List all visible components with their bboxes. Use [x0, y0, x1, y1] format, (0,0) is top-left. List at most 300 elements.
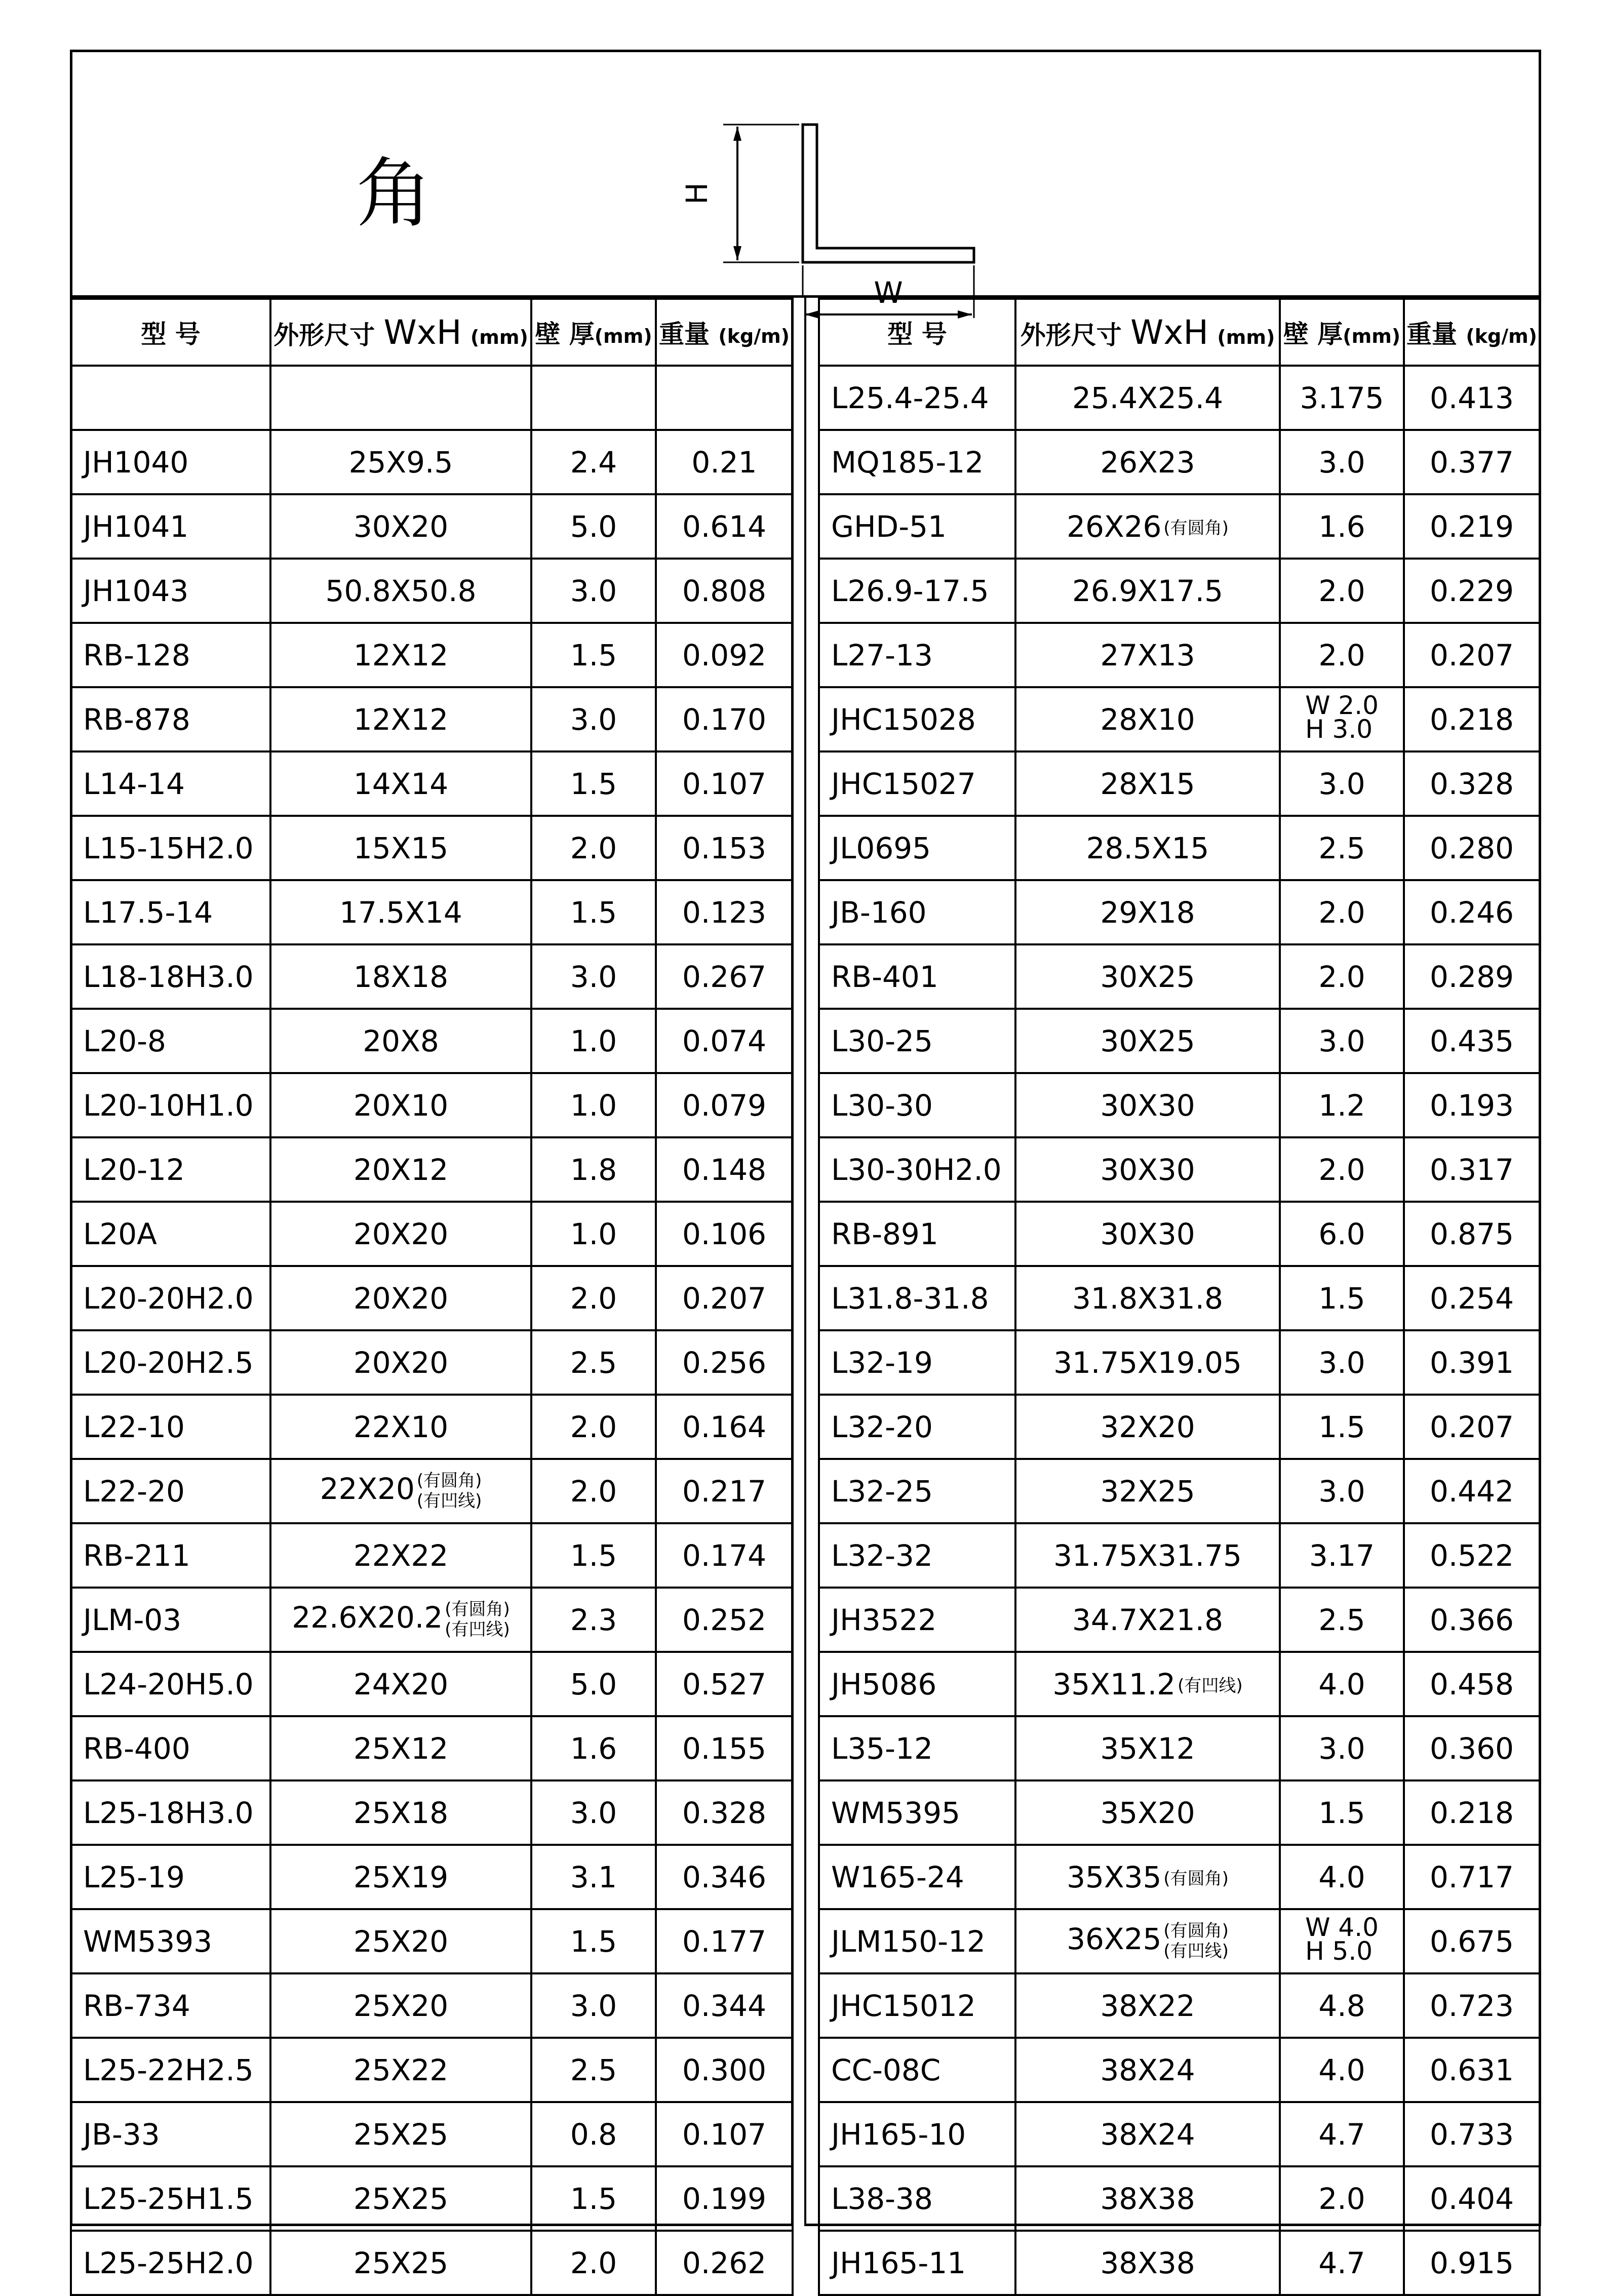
size-value: 22X22: [353, 1538, 449, 1573]
size-value: 30X30: [1100, 1088, 1195, 1123]
weight-cell: 0.229: [1404, 559, 1540, 623]
table-row: [71, 2231, 793, 2295]
table-row: [819, 1137, 1540, 1202]
model-cell: L20-20H2.0: [71, 1266, 270, 1330]
table-row: [71, 1716, 793, 1780]
table-row: [819, 1909, 1540, 1973]
wall-thickness-cell: [1280, 1266, 1404, 1330]
model-cell: L30-30: [819, 1073, 1015, 1137]
table-row: [71, 2038, 793, 2102]
wall-thickness-cell: [1280, 494, 1404, 559]
weight-cell: 0.300: [656, 2038, 793, 2102]
size-cell: [270, 1266, 531, 1330]
model-cell: WM5393: [71, 1909, 270, 1973]
wall-thickness-value: 3.17: [1309, 1538, 1375, 1573]
model-cell: L15-15H2.0: [71, 816, 270, 880]
model-cell: JHC15027: [819, 751, 1015, 816]
size-cell: [270, 944, 531, 1009]
table-row: [819, 494, 1540, 559]
size-cell: [1015, 2102, 1280, 2166]
weight-cell: 0.614: [656, 494, 793, 559]
wall-thickness-value: 1.5: [570, 638, 617, 672]
size-cell: [270, 1073, 531, 1137]
size-value: 25X12: [353, 1731, 449, 1766]
table-row: [71, 1845, 793, 1909]
weight-cell: 0.217: [656, 1459, 793, 1523]
size-prefix: 外形尺寸: [1020, 320, 1122, 350]
size-value: 38X38: [1100, 2245, 1195, 2280]
wall-thickness-value: 2.0: [1318, 2181, 1365, 2216]
size-main: WxH: [1130, 312, 1208, 352]
wall-thickness-value: 3.0: [570, 959, 617, 994]
weight-cell: 0.915: [1404, 2231, 1540, 2295]
wall-thickness-value: 3.0: [570, 573, 617, 608]
wall-thickness-cell: [531, 1652, 656, 1716]
wall-thickness-value: 2.0: [570, 830, 617, 865]
wall-thickness-cell: [531, 1073, 656, 1137]
weight-cell: 0.360: [1404, 1716, 1540, 1780]
table-row: [71, 1588, 793, 1652]
dim-h-label: H: [680, 182, 714, 205]
weight-cell: 0.207: [1404, 1395, 1540, 1459]
size-value: 20X8: [363, 1023, 439, 1058]
weight-cell: 0.219: [1404, 494, 1540, 559]
table-row: [71, 2102, 793, 2166]
size-value: 26.9X17.5: [1072, 573, 1223, 608]
size-value: 35X35: [1067, 1859, 1162, 1894]
size-cell: [1015, 1780, 1280, 1845]
table-header-row: [71, 299, 793, 366]
wall-unit: (mm): [594, 325, 652, 347]
model-cell: [71, 366, 270, 430]
wall-thickness-cell: [1280, 1716, 1404, 1780]
weight-cell: 0.092: [656, 623, 793, 687]
model-cell: L25-25H2.0: [71, 2231, 270, 2295]
wall-thickness-value: 2.0: [1318, 895, 1365, 930]
size-value: 26X23: [1100, 445, 1195, 480]
size-value: 38X24: [1100, 2117, 1195, 2152]
model-cell: L22-10: [71, 1395, 270, 1459]
wall-thickness-value: 2.0: [1318, 1152, 1365, 1187]
wall-thickness-value: 1.5: [570, 1924, 617, 1959]
weight-cell: 0.074: [656, 1009, 793, 1073]
size-unit: (mm): [470, 326, 528, 348]
wall-thickness-value: 1.0: [570, 1088, 617, 1123]
size-value: 28.5X15: [1086, 830, 1209, 865]
model-cell: JB-33: [71, 2102, 270, 2166]
size-value: 30X25: [1100, 959, 1195, 994]
size-cell: [1015, 1073, 1280, 1137]
size-cell: [1015, 1137, 1280, 1202]
size-cell: [270, 2166, 531, 2231]
wall-thickness-cell: [531, 751, 656, 816]
wall-thickness-value: 2.0: [570, 1409, 617, 1444]
size-cell: [1015, 1266, 1280, 1330]
weight-cell: 0.344: [656, 1973, 793, 2038]
model-cell: L25.4-25.4: [819, 366, 1015, 430]
size-value: 38X38: [1100, 2181, 1195, 2216]
model-cell: CC-08C: [819, 2038, 1015, 2102]
size-cell: [1015, 1909, 1280, 1973]
size-value: 36X25: [1067, 1922, 1162, 1957]
wall-thickness-cell: [1280, 366, 1404, 430]
table-row: [819, 1780, 1540, 1845]
right-spec-table: [818, 298, 1541, 2296]
weight-cell: 0.21: [656, 430, 793, 494]
table-row: [819, 1330, 1540, 1395]
table-row: [819, 687, 1540, 751]
table-row: [819, 1588, 1540, 1652]
col-header-wall: [1280, 299, 1404, 366]
wall-thickness-cell: [1280, 1845, 1404, 1909]
weight-cell: 0.155: [656, 1716, 793, 1780]
wall-thickness-cell: [1280, 1780, 1404, 1845]
wall-thickness-cell: [1280, 687, 1404, 751]
table-row: [819, 430, 1540, 494]
model-cell: JH5086: [819, 1652, 1015, 1716]
weight-cell: 0.207: [1404, 623, 1540, 687]
table-row: [71, 1459, 793, 1523]
weight-cell: 0.174: [656, 1523, 793, 1588]
model-cell: L22-20: [71, 1459, 270, 1523]
table-row: [819, 1266, 1540, 1330]
size-cell: [1015, 494, 1280, 559]
weight-cell: 0.723: [1404, 1973, 1540, 2038]
size-cell: [270, 1330, 531, 1395]
size-value: 35X12: [1100, 1731, 1195, 1766]
size-cell: [270, 751, 531, 816]
size-cell: [1015, 1330, 1280, 1395]
table-row: [819, 2166, 1540, 2231]
size-cell: [270, 1716, 531, 1780]
wall-thickness-cell: [1280, 2231, 1404, 2295]
wall-thickness-cell: [1280, 2038, 1404, 2102]
model-cell: L26.9-17.5: [819, 559, 1015, 623]
weight-cell: 0.442: [1404, 1459, 1540, 1523]
size-value: 14X14: [353, 766, 449, 801]
size-value: 38X22: [1100, 1988, 1195, 2023]
weight-cell: 0.164: [656, 1395, 793, 1459]
wall-thickness-cell: [531, 1845, 656, 1909]
weight-cell: 0.328: [656, 1780, 793, 1845]
size-main: WxH: [383, 312, 462, 352]
col-header-weight: [1404, 299, 1540, 366]
model-cell: W165-24: [819, 1845, 1015, 1909]
page-title: 角: [356, 150, 433, 238]
wall-thickness-value: 1.5: [570, 1538, 617, 1573]
model-cell: JH1041: [71, 494, 270, 559]
table-row: [819, 1973, 1540, 2038]
wall-thickness-cell: [531, 430, 656, 494]
col-header-model: 型 号: [71, 299, 270, 366]
size-value: 18X18: [353, 959, 449, 994]
weight-cell: 0.207: [656, 1266, 793, 1330]
size-cell: [270, 1845, 531, 1909]
wall-thickness-cell: [1280, 1395, 1404, 1459]
weight-cell: 0.366: [1404, 1588, 1540, 1652]
size-value: 30X30: [1100, 1152, 1195, 1187]
size-unit: (mm): [1217, 326, 1275, 348]
model-cell: L20-20H2.5: [71, 1330, 270, 1395]
size-cell: [270, 880, 531, 944]
wall-thickness-value: 3.0: [1318, 445, 1365, 480]
wall-thickness-value: 1.5: [1318, 1281, 1365, 1316]
table-row: [819, 1202, 1540, 1266]
model-cell: L30-30H2.0: [819, 1137, 1015, 1202]
table-row: [71, 1073, 793, 1137]
size-cell: [270, 1588, 531, 1652]
table-row: [71, 1266, 793, 1330]
model-cell: L18-18H3.0: [71, 944, 270, 1009]
wall-thickness-value: 0.8: [570, 2117, 617, 2152]
model-cell: L31.8-31.8: [819, 1266, 1015, 1330]
wall-thickness-value: 1.8: [570, 1152, 617, 1187]
model-cell: RB-401: [819, 944, 1015, 1009]
model-cell: MQ185-12: [819, 430, 1015, 494]
weight-cell: 0.377: [1404, 430, 1540, 494]
model-cell: L38-38: [819, 2166, 1015, 2231]
wall-thickness-cell: [1280, 1202, 1404, 1266]
size-cell: [270, 1780, 531, 1845]
size-cell: [270, 1202, 531, 1266]
wall-thickness-cell: [531, 2038, 656, 2102]
size-value: 30X30: [1100, 1216, 1195, 1251]
weight-cell: 0.218: [1404, 687, 1540, 751]
size-prefix: 外形尺寸: [273, 320, 375, 350]
table-row: [819, 1652, 1540, 1716]
weight-cell: 0.346: [656, 1845, 793, 1909]
wall-thickness-value: 2.0: [570, 1281, 617, 1316]
weight-cell: 0.675: [1404, 1909, 1540, 1973]
size-cell: [270, 1523, 531, 1588]
model-cell: L32-20: [819, 1395, 1015, 1459]
model-cell: JHC15028: [819, 687, 1015, 751]
weight-cell: 0.328: [1404, 751, 1540, 816]
table-row: [71, 494, 793, 559]
wall-thickness-cell: [1280, 1588, 1404, 1652]
wall-thickness-value: 2.5: [1318, 1602, 1365, 1637]
wall-thickness-value: 4.7: [1318, 2245, 1365, 2280]
wall-thickness-value: 5.0: [570, 509, 617, 544]
model-cell: JHC15012: [819, 1973, 1015, 2038]
size-note: (有圆角) (有凹线): [445, 1599, 510, 1640]
weight-label: 重量: [1406, 320, 1457, 349]
table-row: [819, 366, 1540, 430]
wall-thickness-value: 2.0: [1318, 573, 1365, 608]
wall-thickness-value: 2.0: [570, 2245, 617, 2280]
size-note: (有圆角): [1163, 518, 1229, 538]
wall-thickness-value: 1.5: [570, 766, 617, 801]
wall-thickness-value: 2.0: [1318, 959, 1365, 994]
model-cell: L20A: [71, 1202, 270, 1266]
wall-thickness-cell: [1280, 2166, 1404, 2231]
size-cell: [270, 687, 531, 751]
wall-thickness-cell: [1280, 880, 1404, 944]
size-cell: [270, 1973, 531, 2038]
model-cell: L32-32: [819, 1523, 1015, 1588]
size-value: 30X25: [1100, 1023, 1195, 1058]
wall-thickness-cell: [531, 1973, 656, 2038]
wall-thickness-cell: [1280, 1009, 1404, 1073]
wall-thickness-cell: [1280, 751, 1404, 816]
size-value: 22.6X20.2: [292, 1600, 443, 1635]
model-cell: L27-13: [819, 623, 1015, 687]
size-value: 25X22: [353, 2052, 449, 2087]
size-note: (有凹线): [1178, 1675, 1243, 1696]
table-row: [71, 559, 793, 623]
size-cell: [1015, 2231, 1280, 2295]
model-cell: L24-20H5.0: [71, 1652, 270, 1716]
table-row: [819, 1716, 1540, 1780]
table-row: [819, 1523, 1540, 1588]
wall-thickness-value: 3.1: [570, 1859, 617, 1894]
weight-unit: (kg/m): [1466, 325, 1538, 347]
size-cell: [270, 430, 531, 494]
size-value: 22X20: [320, 1472, 415, 1507]
weight-cell: 0.404: [1404, 2166, 1540, 2231]
wall-label: 壁 厚: [535, 320, 595, 349]
wall-thickness-value: W 4.0 H 5.0: [1305, 1912, 1379, 1966]
model-cell: RB-878: [71, 687, 270, 751]
table-row: [819, 880, 1540, 944]
table-row: [71, 1652, 793, 1716]
table-row: [71, 687, 793, 751]
weight-cell: 0.107: [656, 2102, 793, 2166]
wall-thickness-cell: [531, 816, 656, 880]
table-row: [819, 816, 1540, 880]
header-section: [70, 50, 1541, 310]
size-cell: [270, 1009, 531, 1073]
size-cell: [270, 2231, 531, 2295]
wall-thickness-value: 1.0: [570, 1216, 617, 1251]
weight-cell: 0.733: [1404, 2102, 1540, 2166]
wall-thickness-value: 1.5: [570, 2181, 617, 2216]
table-row: [71, 430, 793, 494]
size-cell: [1015, 1523, 1280, 1588]
model-cell: L25-25H1.5: [71, 2166, 270, 2231]
model-cell: JH3522: [819, 1588, 1015, 1652]
size-value: 12X12: [353, 638, 449, 672]
wall-thickness-value: 1.0: [570, 1023, 617, 1058]
size-value: 20X20: [353, 1281, 449, 1316]
size-cell: [270, 1459, 531, 1523]
size-cell: [270, 1137, 531, 1202]
wall-thickness-cell: [1280, 1652, 1404, 1716]
model-cell: JH1040: [71, 430, 270, 494]
size-cell: [270, 366, 531, 430]
size-value: 35X11.2: [1052, 1667, 1176, 1701]
table-row: [819, 2231, 1540, 2295]
weight-cell: 0.391: [1404, 1330, 1540, 1395]
wall-thickness-cell: [531, 1330, 656, 1395]
model-cell: JLM-03: [71, 1588, 270, 1652]
weight-cell: 0.193: [1404, 1073, 1540, 1137]
wall-thickness-value: 3.0: [1318, 1731, 1365, 1766]
table-row: [819, 2102, 1540, 2166]
wall-thickness-value: 3.0: [1318, 1023, 1365, 1058]
model-cell: L25-18H3.0: [71, 1780, 270, 1845]
wall-thickness-value: 1.5: [1318, 1409, 1365, 1444]
weight-cell: 0.252: [656, 1588, 793, 1652]
model-cell: L25-22H2.5: [71, 2038, 270, 2102]
wall-thickness-cell: [1280, 430, 1404, 494]
size-value: 31.75X31.75: [1053, 1538, 1242, 1573]
wall-thickness-value: 4.0: [1318, 2052, 1365, 2087]
weight-cell: 0.262: [656, 2231, 793, 2295]
size-cell: [1015, 687, 1280, 751]
model-cell: L35-12: [819, 1716, 1015, 1780]
model-cell: RB-400: [71, 1716, 270, 1780]
model-cell: L20-8: [71, 1009, 270, 1073]
size-cell: [1015, 430, 1280, 494]
wall-thickness-cell: [531, 1395, 656, 1459]
weight-cell: 0.522: [1404, 1523, 1540, 1588]
weight-cell: 0.875: [1404, 1202, 1540, 1266]
wall-label: 壁 厚: [1283, 320, 1343, 349]
size-cell: [1015, 366, 1280, 430]
model-cell: GHD-51: [819, 494, 1015, 559]
wall-thickness-cell: [531, 944, 656, 1009]
size-value: 50.8X50.8: [325, 573, 477, 608]
weight-cell: 0.458: [1404, 1652, 1540, 1716]
model-cell: L30-25: [819, 1009, 1015, 1073]
weight-cell: 0.177: [656, 1909, 793, 1973]
wall-thickness-value: 3.0: [570, 1795, 617, 1830]
col-header-size: [1015, 299, 1280, 366]
wall-thickness-value: 2.0: [570, 1474, 617, 1509]
wall-thickness-cell: [531, 1009, 656, 1073]
wall-thickness-cell: [1280, 1137, 1404, 1202]
wall-thickness-value: 3.0: [1318, 766, 1365, 801]
wall-thickness-value: 1.2: [1318, 1088, 1365, 1123]
wall-thickness-cell: [531, 687, 656, 751]
model-cell: L14-14: [71, 751, 270, 816]
size-cell: [1015, 1652, 1280, 1716]
wall-thickness-value: 5.0: [570, 1667, 617, 1701]
weight-cell: 0.246: [1404, 880, 1540, 944]
weight-cell: 0.256: [656, 1330, 793, 1395]
size-cell: [270, 2038, 531, 2102]
wall-thickness-cell: [1280, 623, 1404, 687]
model-cell: RB-734: [71, 1973, 270, 2038]
table-row: [819, 1073, 1540, 1137]
table-header-row: [819, 299, 1540, 366]
wall-thickness-cell: [531, 1780, 656, 1845]
table-row: [819, 751, 1540, 816]
wall-thickness-value: 4.0: [1318, 1859, 1365, 1894]
wall-thickness-value: 2.5: [570, 1345, 617, 1380]
size-value: 22X10: [353, 1409, 449, 1444]
wall-thickness-cell: [531, 494, 656, 559]
wall-thickness-cell: [1280, 1073, 1404, 1137]
col-header-weight: [656, 299, 793, 366]
table-row: [71, 944, 793, 1009]
table-row: [71, 1137, 793, 1202]
size-note: (有圆角) (有凹线): [416, 1471, 482, 1511]
table-row: [71, 751, 793, 816]
wall-thickness-cell: [531, 623, 656, 687]
size-note: (有圆角): [1163, 1868, 1229, 1889]
model-cell: L32-19: [819, 1330, 1015, 1395]
wall-thickness-value: W 2.0 H 3.0: [1305, 690, 1379, 744]
size-cell: [1015, 2038, 1280, 2102]
size-value: 15X15: [353, 830, 449, 865]
size-cell: [1015, 1395, 1280, 1459]
size-value: 32X20: [1100, 1409, 1195, 1444]
weight-cell: 0.107: [656, 751, 793, 816]
wall-thickness-cell: [1280, 816, 1404, 880]
size-value: 25.4X25.4: [1072, 380, 1223, 415]
